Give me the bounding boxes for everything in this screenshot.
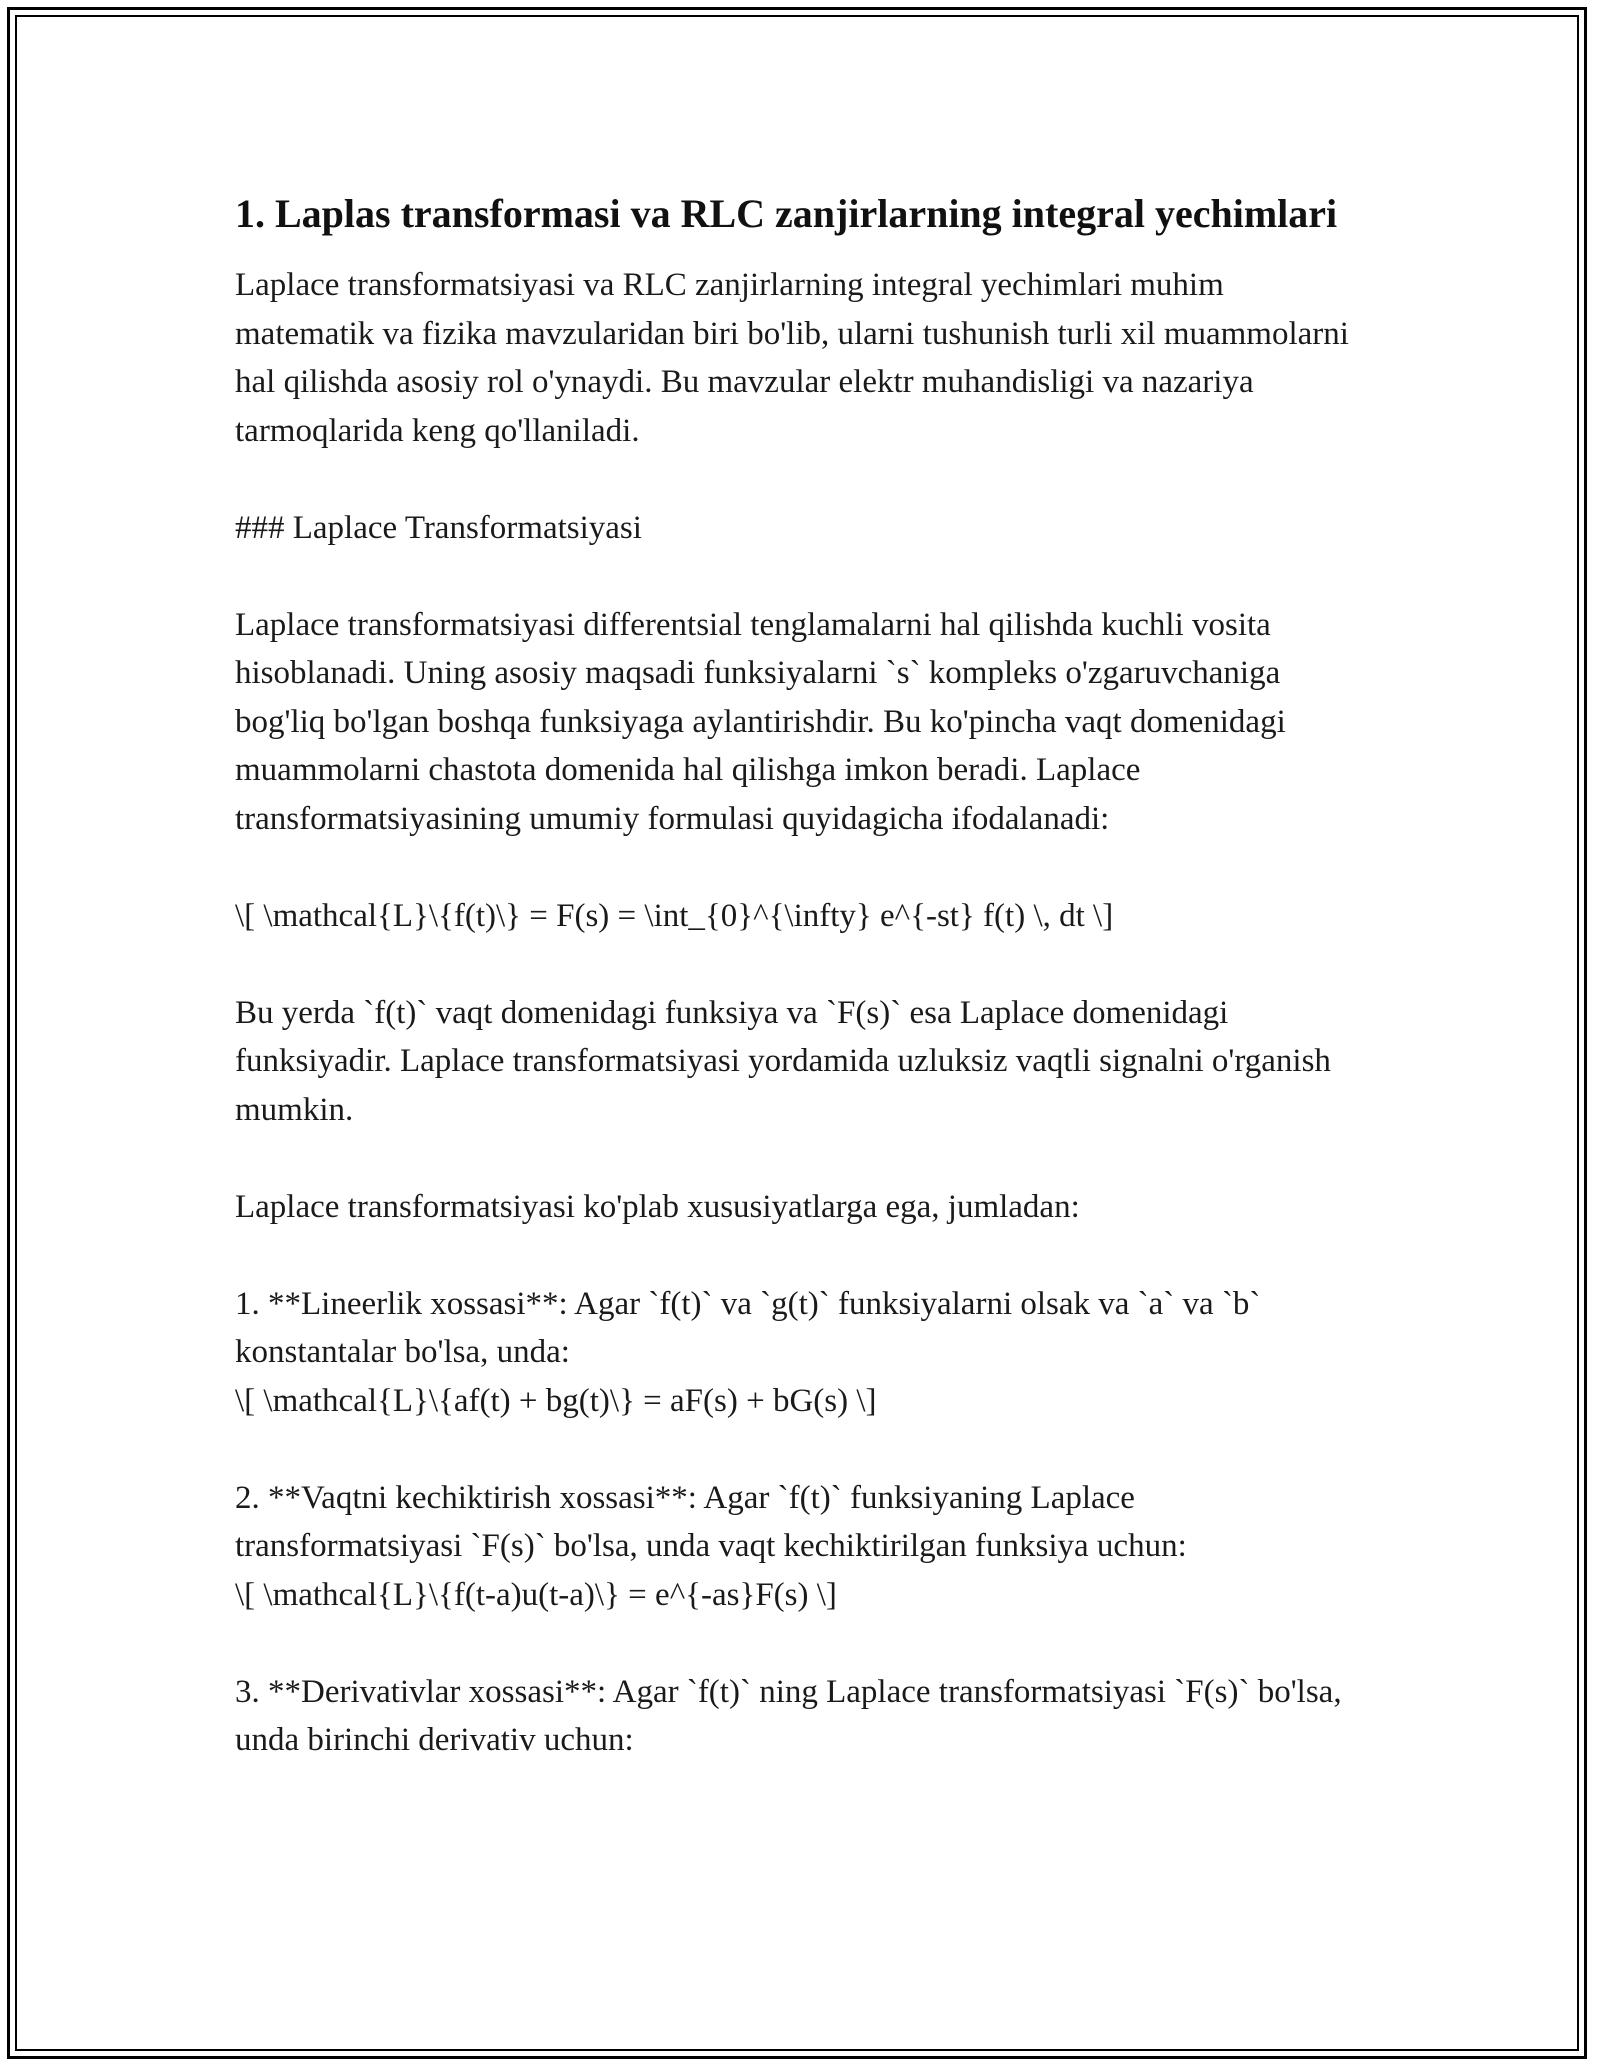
properties-intro: Laplace transformatsiyasi ko'plab xususiyatlarga ega, jumladan: [235, 1188, 1080, 1225]
intro-paragraph: Laplace transformatsiyasi va RLC zanjirlarning integral yechimlari muhim matematik va fizika mavzularidan biri bo'lib, ularni tushunish turli xil muammolarni hal qilishda asosiy rol o'ynaydi. Bu mavzular elektr muhandisligi va nazariya tarmoqlarida keng qo'llaniladi. [235, 267, 1358, 449]
paragraph-gap [235, 1134, 1370, 1183]
explanation-paragraph: Bu yerda `f(t)` vaqt domenidagi funksiya va `F(s)` esa Laplace domenidagi funksiyadir. Laplace transformatsiyasi yordamida uzluksiz vaqtli signalni o'rganish mumkin. [235, 994, 1340, 1128]
laplace-definition-paragraph: Laplace transformatsiyasi differentsial tenglamalarni hal qilishda kuchli vosita hisoblanadi. Uning asosiy maqsadi funksiyalarni `s` kompleks o'zgaruvchaniga bog'liq bo'lgan boshqa funksiyaga aylantirishdir. Bu ko'pincha vaqt domenidagi muammolarni chastota domenida hal qilishga imkon beradi. Laplace transformatsiyasining umumiy formulasi quyidagicha ifodalanadi: [235, 606, 1294, 837]
laplace-formula: \[ \mathcal{L}\{f(t)\} = F(s) = \int_{0}^{\infty} e^{-st} f(t) \, dt \] [235, 897, 1114, 934]
paragraph-gap [235, 1425, 1370, 1474]
section-heading-text: ### Laplace Transformatsiyasi [235, 509, 642, 546]
paragraph-gap [235, 552, 1370, 601]
paragraph-gap [235, 1231, 1370, 1280]
property-linearity: 1. **Lineerlik xossasi**: Agar `f(t)` va `g(t)` funksiyalarni olsak va `a` va `b` konstantalar bo'lsa, unda: \[ \mathcal{L}\{af(t) + bg(t)\} = aF(s) + bG(s) \] [235, 1285, 1261, 1419]
paragraph-gap [235, 455, 1370, 504]
document-page [235, 186, 1370, 1765]
property-time-shift: 2. **Vaqtni kechiktirish xossasi**: Agar `f(t)` funksiyaning Laplace transformatsiyasi `F(s)` bo'lsa, unda vaqt kechiktirilgan funksiya uchun: \[ \mathcal{L}\{f(t-a)u(t-a)\} = e^{-as}F(s) \] [235, 1479, 1187, 1613]
paragraph-gap [235, 843, 1370, 892]
document-title: 1. Laplas transformasi va RLC zanjirlarning integral yechimlari [235, 191, 1338, 236]
property-derivative: 3. **Derivativlar xossasi**: Agar `f(t)` ning Laplace transformatsiyasi `F(s)` bo'lsa, unda birinchi derivativ uchun: [235, 1673, 1350, 1758]
paragraph-gap [235, 940, 1370, 989]
paragraph-gap [235, 1619, 1370, 1668]
